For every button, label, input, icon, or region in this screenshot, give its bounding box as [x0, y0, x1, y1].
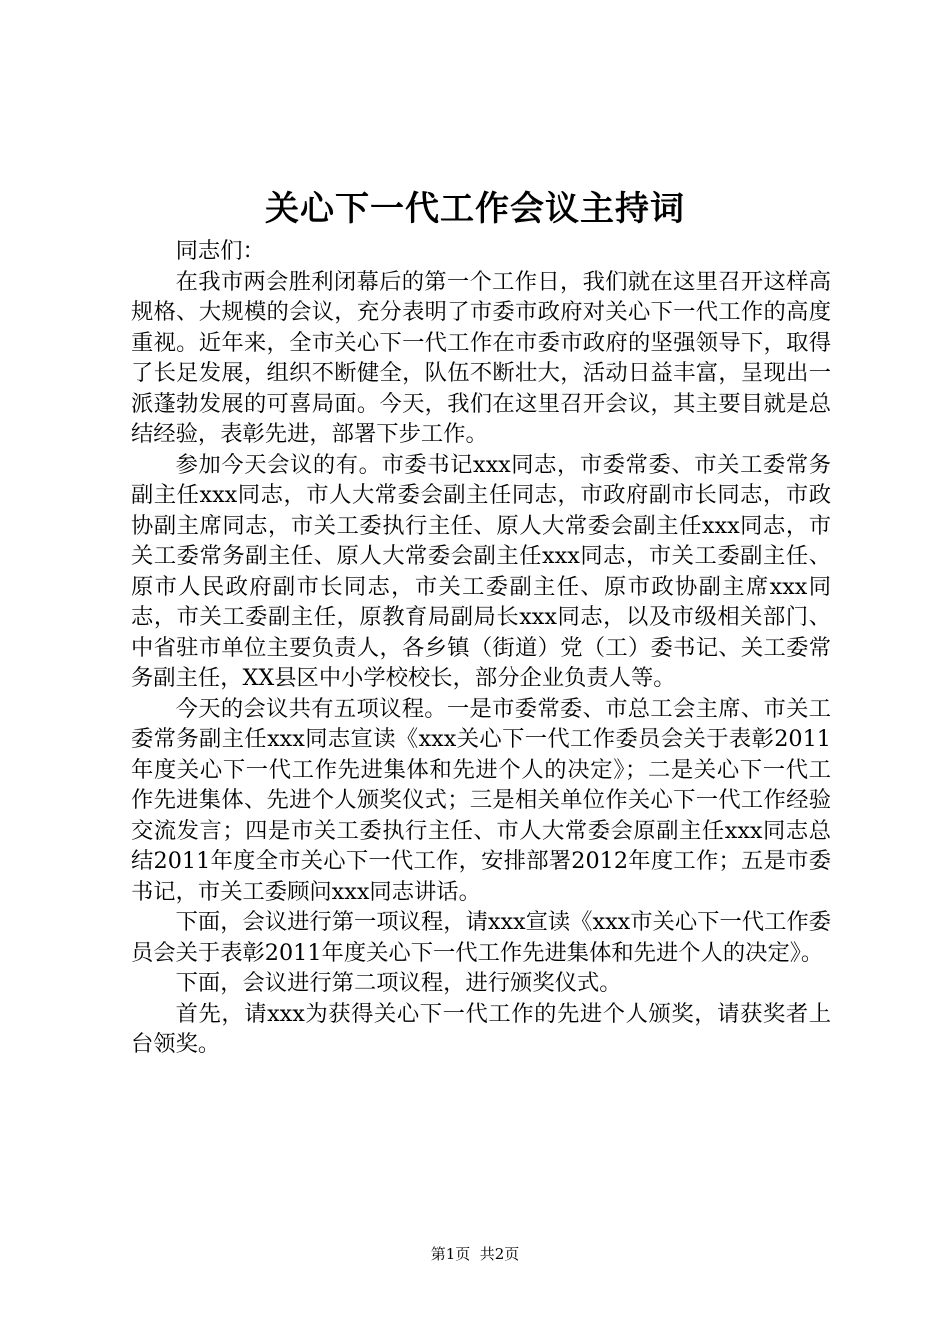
first-item-paragraph: 下面，会议进行第一项议程，请xxx宣读《xxx市关心下一代工作委员会关于表彰2011年度关心下一代工作先进集体和先进个人的决定》。	[131, 909, 831, 966]
second-item-paragraph: 下面，会议进行第二项议程，进行颁奖仪式。	[175, 970, 622, 996]
agenda-paragraph: 今天的会议共有五项议程。一是市委常委、市总工会主席、市关工委常务副主任xxx同志宣读《xxx关心下一代工作委员会关于表彰2011年度关心下一代工作先进集体和先进个人的决定》；二是关心下一代工作先进集体、先进个人颁奖仪式；三是相关单位作关心下一代工作经验交流发言；四是市关工委执行主任、市人大常委会原副主任xxx同志总结2011年度全市关心下一代工作，安排部署2012年度工作；五是市委书记，市关工委顾问xxx同志讲话。	[131, 695, 831, 905]
opening-paragraph: 在我市两会胜利闭幕后的第一个工作日，我们就在这里召开这样高规格、大规模的会议，充分表明了市委市政府对关心下一代工作的高度重视。近年来，全市关心下一代工作在市委市政府的坚强领导下，取得了长足发展，组织不断健全，队伍不断壮大，活动日益丰富，呈现出一派蓬勃发展的可喜局面。今天，我们在这里召开会议，其主要目就是总结经验，表彰先进，部署下步工作。	[131, 268, 831, 447]
salutation-paragraph: 同志们：	[175, 238, 265, 264]
attendees-paragraph: 参加今天会议的有。市委书记xxx同志，市委常委、市关工委常务副主任xxx同志，市人大常委会副主任同志，市政府副市长同志，市政协副主席同志，市关工委执行主任、原人大常委会副主任xxx同志，市关工委常务副主任、原人大常委会副主任xxx同志，市关工委副主任、原市人民政府副市长同志，市关工委副主任、原市政协副主席xxx同志，市关工委副主任，原教育局副局长xxx同志，以及市级相关部门、中省驻市单位主要负责人，各乡镇（街道）党（工）委书记、关工委常务副主任，XX县区中小学校校长，部分企业负责人等。	[131, 451, 831, 691]
document-body	[131, 236, 831, 1060]
page-number-footer: 第1页 共2页	[430, 1245, 520, 1263]
document-title: 关心下一代工作会议主持词	[265, 189, 685, 229]
award-paragraph: 首先，请xxx为获得关心下一代工作的先进个人颁奖，请获奖者上台领奖。	[131, 1000, 831, 1057]
